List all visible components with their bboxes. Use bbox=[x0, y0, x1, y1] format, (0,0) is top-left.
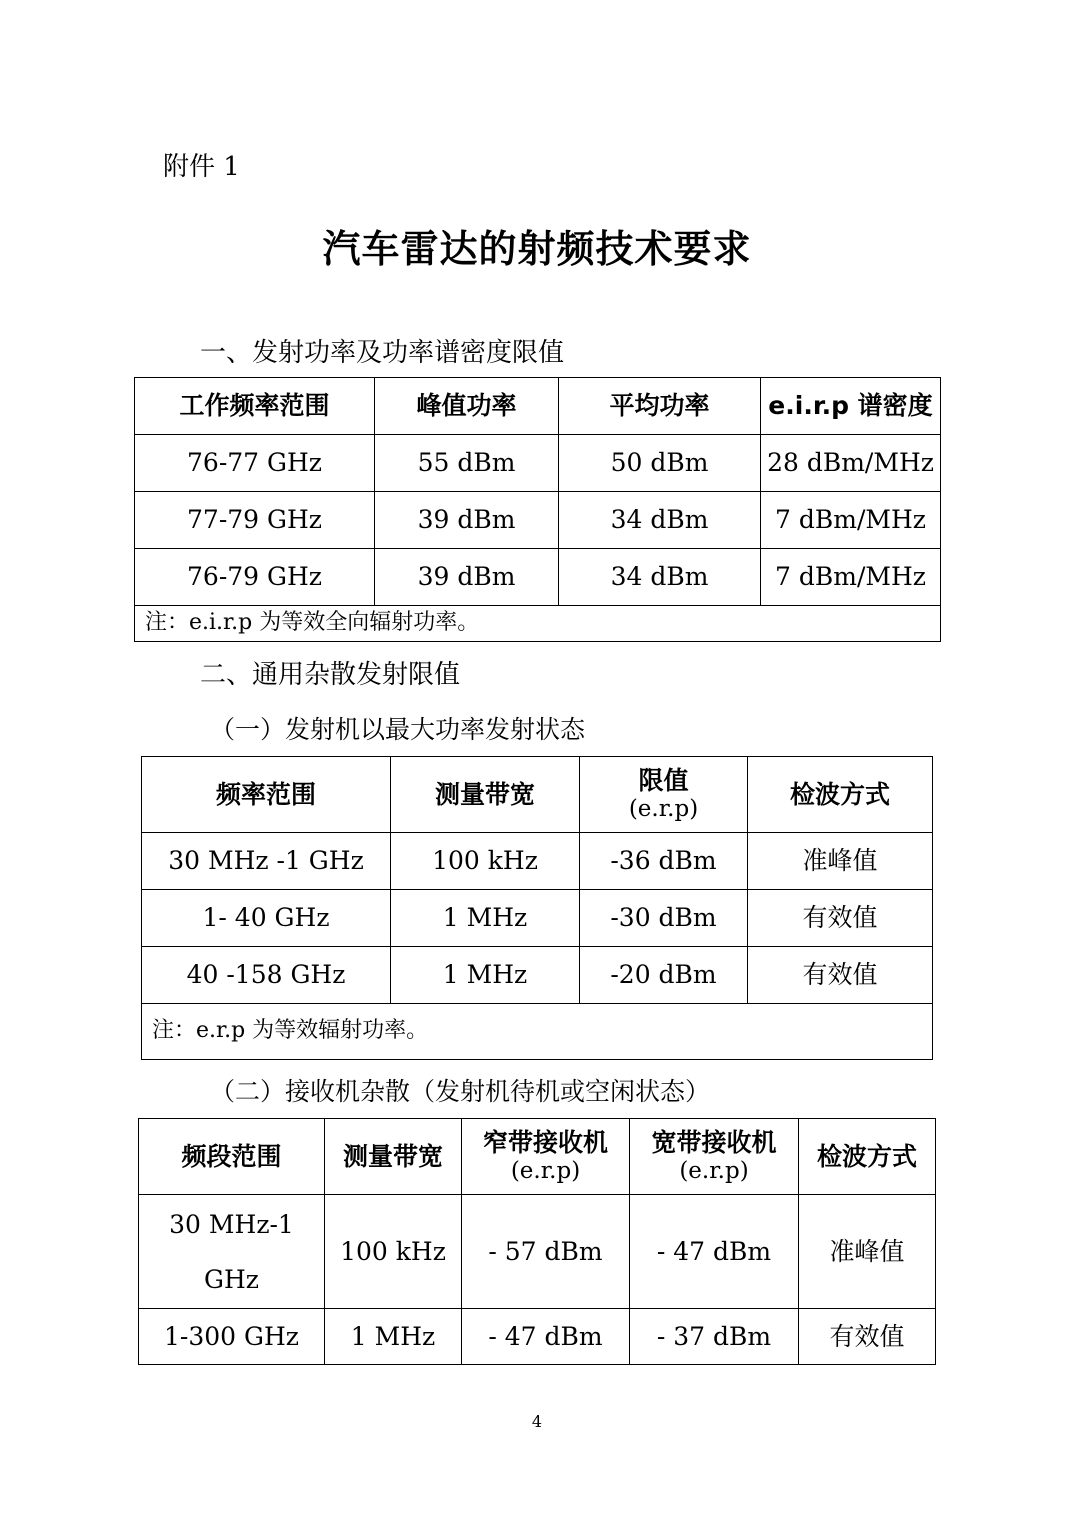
header-detector: 检波方式 bbox=[748, 757, 933, 833]
table-cell: 7 dBm/MHz bbox=[761, 492, 941, 549]
table-cell: - 47 dBm bbox=[630, 1195, 799, 1309]
table-cell: 1-300 GHz bbox=[139, 1309, 325, 1365]
header-detector: 检波方式 bbox=[799, 1119, 936, 1195]
header-freq-range: 工作频率范围 bbox=[135, 378, 375, 435]
header-meas-bandwidth: 测量带宽 bbox=[325, 1119, 462, 1195]
power-limits-table bbox=[134, 377, 941, 642]
table-header-row bbox=[135, 378, 941, 435]
header-peak-power: 峰值功率 bbox=[375, 378, 559, 435]
table-cell: 30 MHz-1 GHz bbox=[139, 1195, 325, 1309]
table-cell: 76-77 GHz bbox=[135, 435, 375, 492]
table-cell: 30 MHz -1 GHz bbox=[142, 833, 391, 890]
section1-heading: 一、发射功率及功率谱密度限值 bbox=[200, 338, 565, 368]
table-header-row bbox=[139, 1119, 936, 1195]
table-row bbox=[135, 435, 941, 492]
header-wideband-label: 宽带接收机 bbox=[651, 1127, 777, 1157]
table-row bbox=[139, 1195, 936, 1309]
table-cell: 1 MHz bbox=[391, 947, 580, 1004]
table-cell: 有效值 bbox=[748, 890, 933, 947]
table-cell: 有效值 bbox=[748, 947, 933, 1004]
table-row bbox=[142, 833, 933, 890]
table-cell: 1 MHz bbox=[391, 890, 580, 947]
table-cell: 1- 40 GHz bbox=[142, 890, 391, 947]
table-cell: 55 dBm bbox=[375, 435, 559, 492]
table-header-row bbox=[142, 757, 933, 833]
header-eirp-density: e.i.r.p 谱密度 bbox=[761, 378, 941, 435]
table-note-row bbox=[142, 1004, 933, 1060]
subsection2-heading: （二）接收机杂散（发射机待机或空闲状态） bbox=[210, 1077, 711, 1106]
attachment-label: 附件 1 bbox=[163, 152, 240, 182]
table-cell: 准峰值 bbox=[799, 1195, 936, 1309]
header-limit bbox=[580, 757, 748, 833]
header-wideband-unit: (e.r.p) bbox=[679, 1157, 749, 1184]
table-cell: 准峰值 bbox=[748, 833, 933, 890]
table-cell: 28 dBm/MHz bbox=[761, 435, 941, 492]
table-row bbox=[135, 549, 941, 606]
table-cell: 7 dBm/MHz bbox=[761, 549, 941, 606]
table-cell: 50 dBm bbox=[559, 435, 761, 492]
table-cell: 77-79 GHz bbox=[135, 492, 375, 549]
table-cell: 76-79 GHz bbox=[135, 549, 375, 606]
table-cell: 有效值 bbox=[799, 1309, 936, 1365]
table-cell: -36 dBm bbox=[580, 833, 748, 890]
table-cell: 40 -158 GHz bbox=[142, 947, 391, 1004]
header-avg-power: 平均功率 bbox=[559, 378, 761, 435]
header-limit-unit: (e.r.p) bbox=[628, 795, 699, 822]
document-title: 汽车雷达的射频技术要求 bbox=[322, 226, 752, 271]
table-cell: 1 MHz bbox=[325, 1309, 462, 1365]
page-number: 4 bbox=[531, 1412, 543, 1431]
table-row bbox=[142, 890, 933, 947]
table-row bbox=[139, 1309, 936, 1365]
table-cell: 39 dBm bbox=[375, 549, 559, 606]
table-cell: 100 kHz bbox=[325, 1195, 462, 1309]
table-cell: 39 dBm bbox=[375, 492, 559, 549]
table-row bbox=[135, 492, 941, 549]
header-band-range: 频段范围 bbox=[139, 1119, 325, 1195]
transmitter-spurious-table bbox=[141, 756, 933, 1060]
table-cell: 100 kHz bbox=[391, 833, 580, 890]
header-meas-bandwidth: 测量带宽 bbox=[391, 757, 580, 833]
table-cell: - 47 dBm bbox=[462, 1309, 630, 1365]
header-freq-range: 频率范围 bbox=[142, 757, 391, 833]
table-note: 注：e.i.r.p 为等效全向辐射功率。 bbox=[135, 606, 941, 642]
subsection1-heading: （一）发射机以最大功率发射状态 bbox=[210, 715, 586, 744]
table-cell: -30 dBm bbox=[580, 890, 748, 947]
table-cell: - 57 dBm bbox=[462, 1195, 630, 1309]
table-cell: 34 dBm bbox=[559, 549, 761, 606]
header-narrowband-receiver bbox=[462, 1119, 630, 1195]
section2-heading: 二、通用杂散发射限值 bbox=[200, 660, 461, 690]
table-note: 注：e.r.p 为等效辐射功率。 bbox=[142, 1004, 933, 1060]
header-narrowband-label: 窄带接收机 bbox=[482, 1127, 608, 1157]
table-cell: - 37 dBm bbox=[630, 1309, 799, 1365]
header-narrowband-unit: (e.r.p) bbox=[510, 1157, 581, 1184]
table-row bbox=[142, 947, 933, 1004]
table-note-row bbox=[135, 606, 941, 642]
header-wideband-receiver bbox=[630, 1119, 799, 1195]
table-cell: 34 dBm bbox=[559, 492, 761, 549]
header-limit-label: 限值 bbox=[638, 765, 689, 795]
receiver-spurious-table bbox=[138, 1118, 936, 1365]
table-cell: -20 dBm bbox=[580, 947, 748, 1004]
